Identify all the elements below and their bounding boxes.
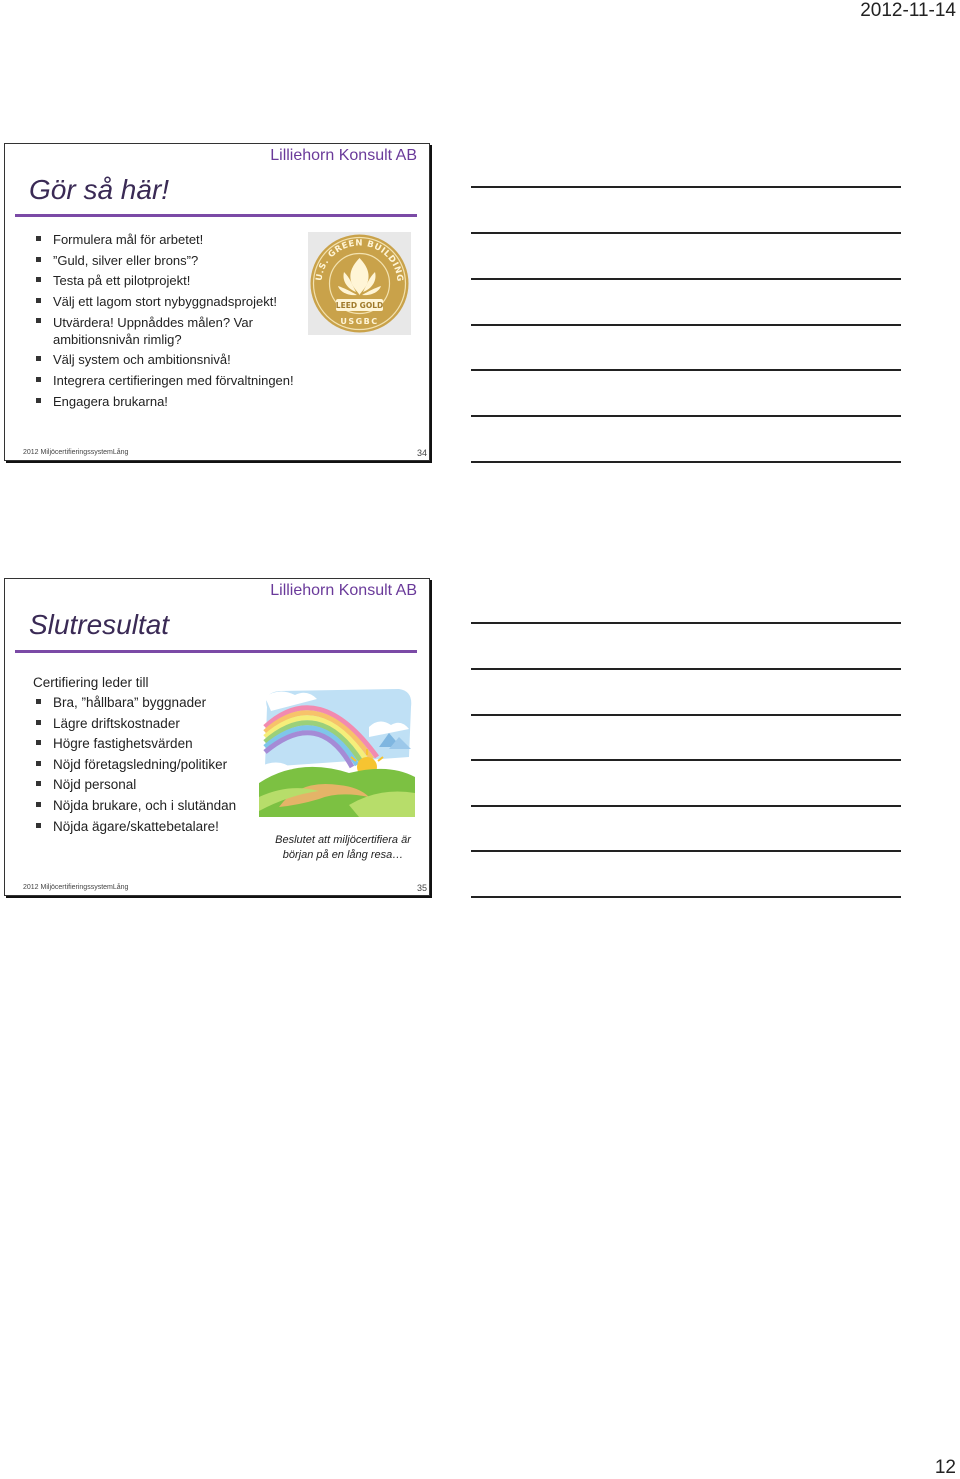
list-item: Nöjda brukare, och i slutändan (33, 796, 263, 817)
slide-title: Gör så här! (29, 174, 170, 205)
list-item: Nöjd personal (33, 775, 263, 796)
note-line (471, 232, 901, 234)
note-line (471, 622, 901, 624)
list-item: Nöjd företagsledning/politiker (33, 755, 263, 776)
seal-ribbon-text: LEED GOLD (335, 301, 384, 310)
list-item: Engagera brukarna! (33, 392, 323, 413)
page-date: 2012-11-14 (860, 0, 956, 21)
leed-gold-seal (308, 232, 411, 335)
note-line (471, 896, 901, 898)
slide-footer-left: 2012 MiljöcertifieringssystemLång (23, 449, 129, 456)
note-line (471, 668, 901, 670)
slide-34 (4, 143, 430, 461)
slide-number: 34 (416, 448, 427, 458)
title-rule (15, 214, 417, 217)
slide-number: 35 (416, 883, 427, 893)
note-line (471, 278, 901, 280)
page-number: 12 (934, 1457, 956, 1478)
list-item: Välj system och ambitionsnivå! (33, 350, 323, 371)
list-item: Högre fastighetsvärden (33, 734, 263, 755)
slide-title: Slutresultat (29, 609, 170, 640)
company-name: Lilliehorn Konsult AB (270, 582, 417, 599)
lead-text: Certifiering leder till (33, 675, 149, 690)
list-item: Utvärdera! Uppnåddes målen? Var ambitionsnivån rimlig? (33, 312, 253, 350)
note-line (471, 324, 901, 326)
note-line (471, 461, 901, 463)
slide-35 (4, 578, 430, 896)
rainbow-illustration (259, 687, 415, 817)
list-item: Integrera certifieringen med förvaltningen! (33, 371, 323, 392)
svg-text:U.S. GREEN BUILDING COUNCIL: U.S. GREEN BUILDING (314, 238, 405, 283)
list-item: Lägre driftskostnader (33, 714, 263, 735)
company-name: Lilliehorn Konsult AB (270, 147, 417, 164)
list-item: Testa på ett pilotprojekt! (33, 271, 323, 292)
bullet-list (33, 693, 263, 837)
note-line (471, 805, 901, 807)
slide-footer-left: 2012 MiljöcertifieringssystemLång (23, 884, 129, 891)
note-line (471, 714, 901, 716)
list-item: Bra, ”hållbara” byggnader (33, 693, 263, 714)
title-rule (15, 650, 417, 653)
leed-seal-icon (308, 232, 411, 335)
note-line (471, 850, 901, 852)
bullet-list (33, 230, 323, 412)
list-item: ”Guld, silver eller brons”? (33, 251, 323, 272)
list-item: Nöjda ägare/skattebetalare! (33, 817, 263, 838)
list-item: Välj ett lagom stort nybyggnadsprojekt! (33, 292, 323, 313)
list-item: Formulera mål för arbetet! (33, 230, 323, 251)
note-line (471, 369, 901, 371)
note-line (471, 186, 901, 188)
note-line (471, 759, 901, 761)
rainbow-landscape-icon (259, 687, 415, 817)
image-caption: Beslutet att miljöcertifiera är början på en lång resa… (275, 834, 411, 861)
note-line (471, 415, 901, 417)
seal-bottom-text: USGBC (340, 317, 379, 326)
